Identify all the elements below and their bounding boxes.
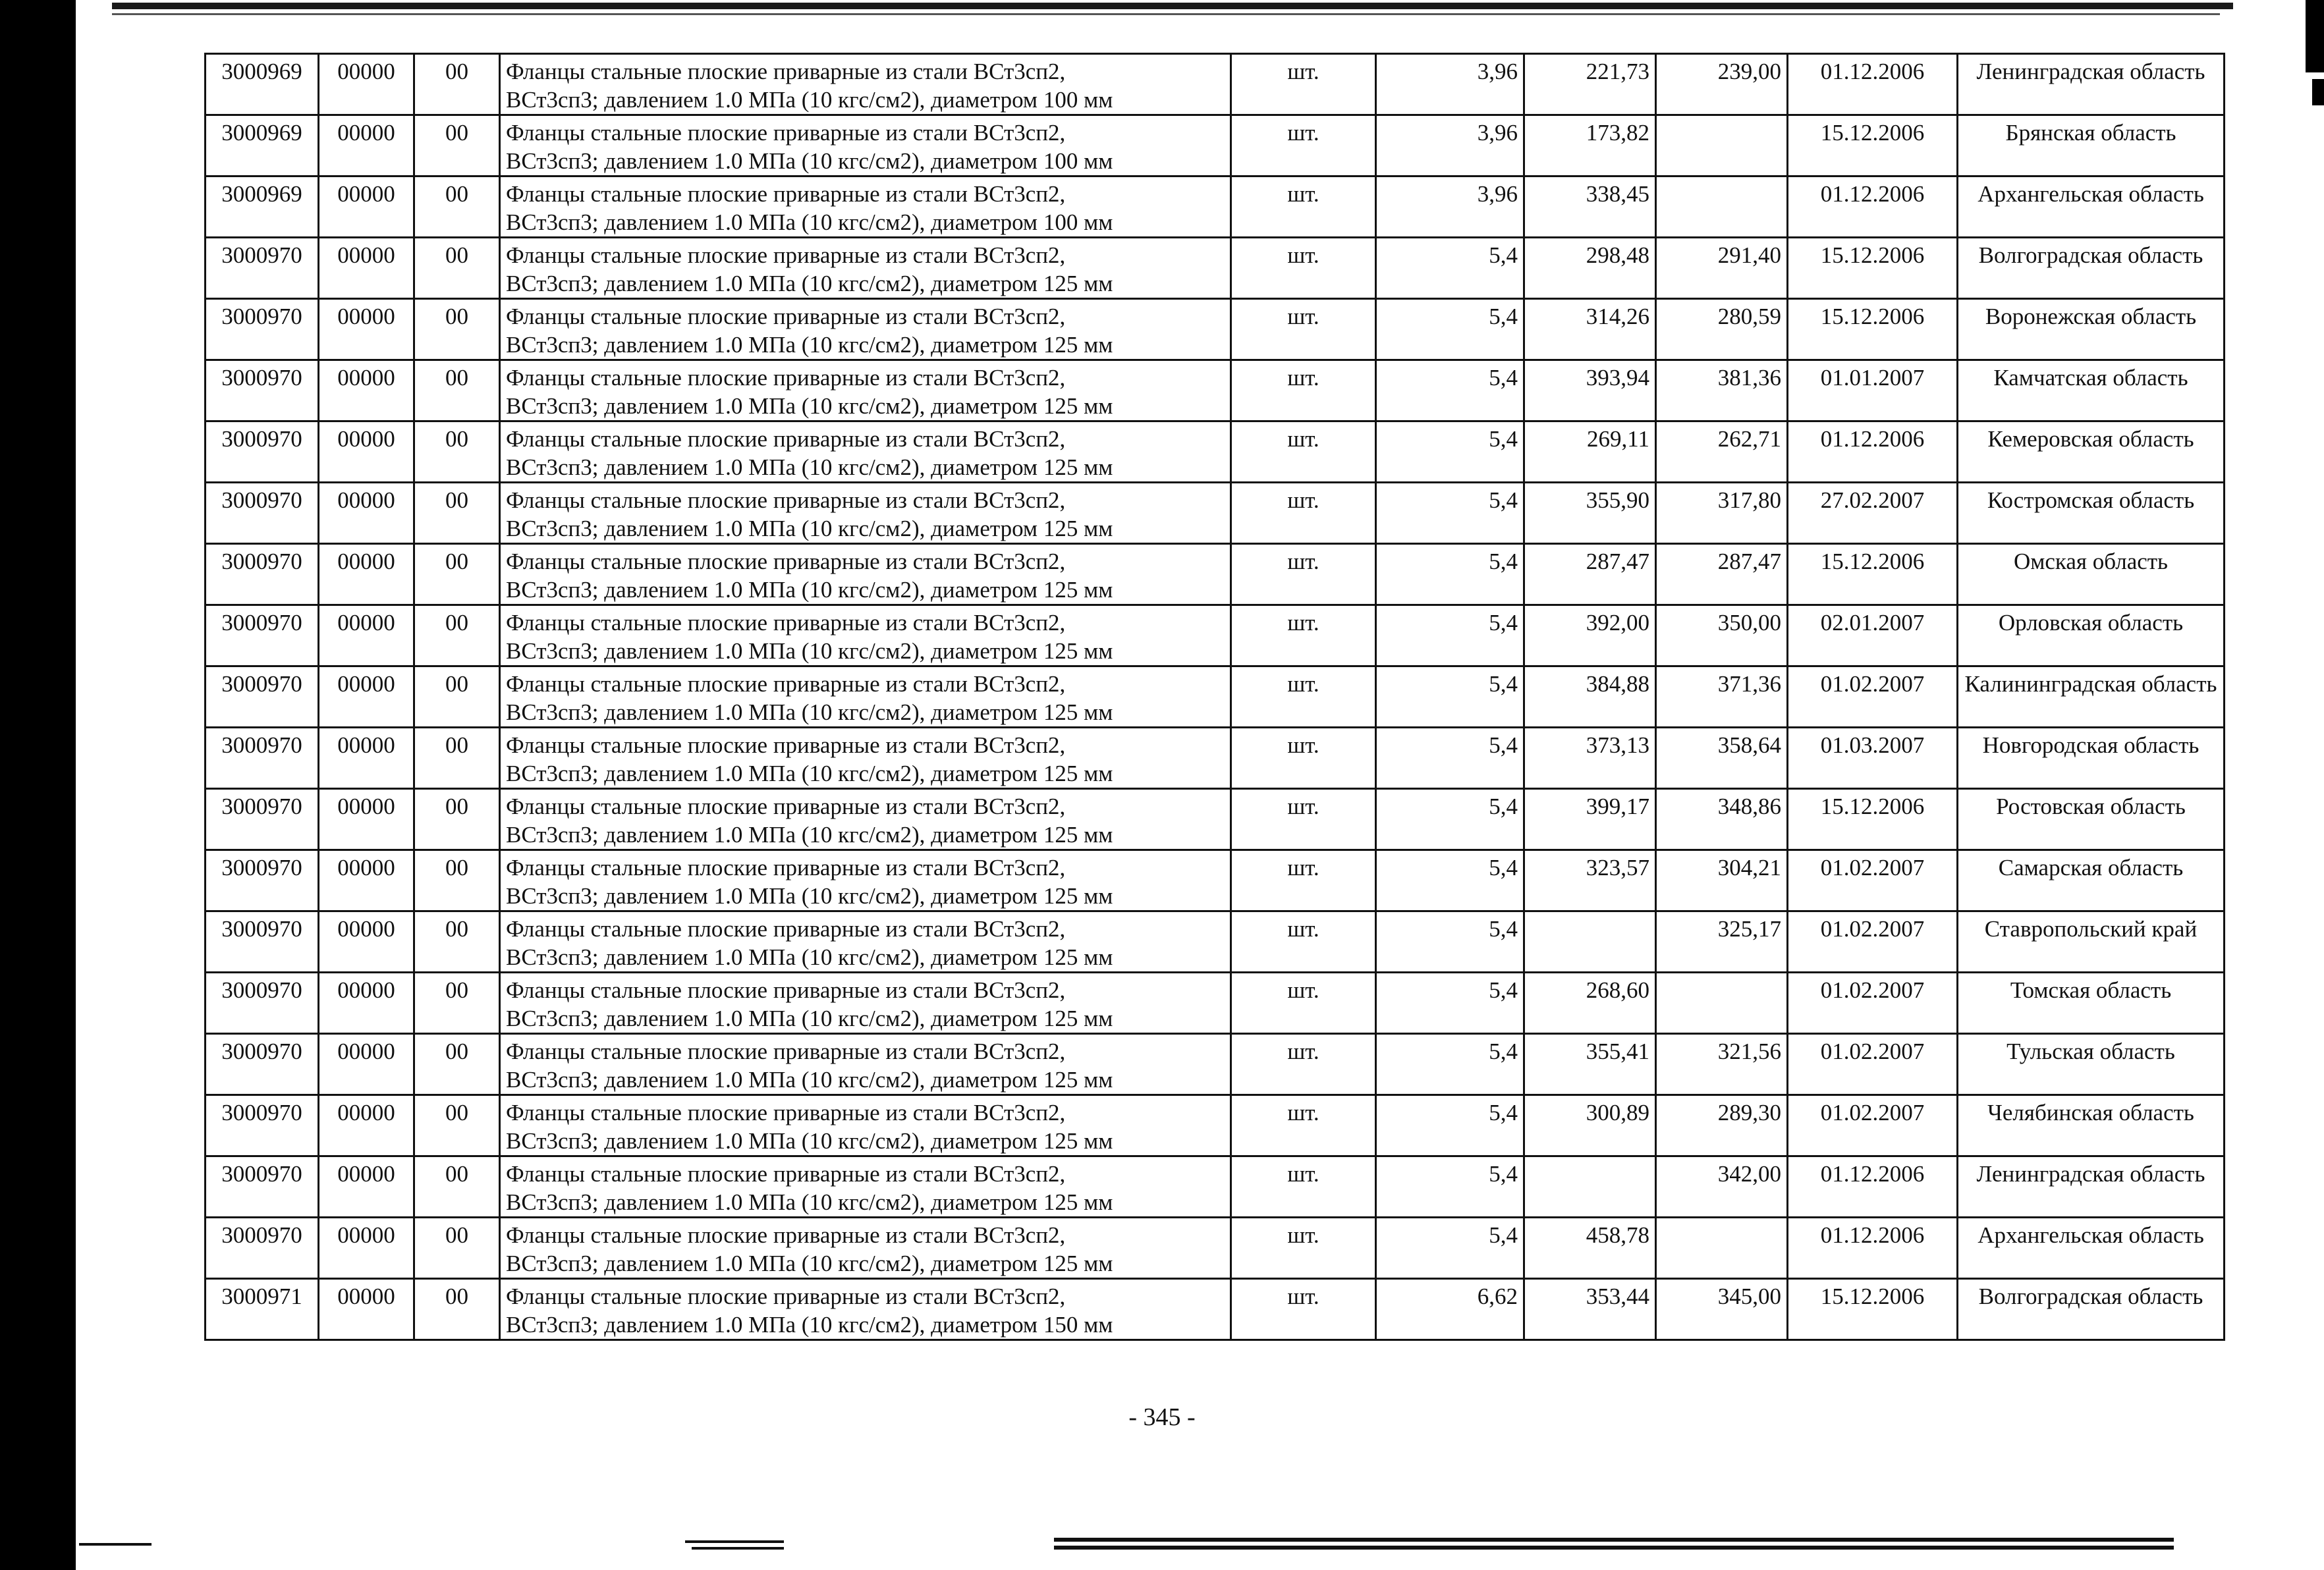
- name-line-2: ВСт3сп3; давлением 1.0 МПа (10 кгс/см2), диаметром 125 мм: [506, 1067, 1113, 1093]
- table-row: [206, 299, 2225, 360]
- name-line-1: Фланцы стальные плоские приварные из стали ВСт3сп2,: [506, 1100, 1066, 1125]
- cell-date: 01.02.2007: [1788, 911, 1958, 973]
- cell-unit: шт.: [1231, 54, 1376, 115]
- price-table: [204, 53, 2225, 1341]
- cell-date: 01.02.2007: [1788, 1095, 1958, 1156]
- name-line-1: Фланцы стальные плоские приварные из стали ВСт3сп2,: [506, 977, 1066, 1003]
- table-row: [206, 605, 2225, 666]
- cell-weight: 5,4: [1376, 1034, 1524, 1095]
- table-row: [206, 1095, 2225, 1156]
- cell-unit: шт.: [1231, 728, 1376, 789]
- cell-price-2: 287,47: [1656, 544, 1788, 605]
- cell-weight: 5,4: [1376, 483, 1524, 544]
- name-line-1: Фланцы стальные плоские приварные из стали ВСт3сп2,: [506, 242, 1066, 268]
- cell-name: [500, 360, 1231, 421]
- cell-region: Волгоградская область: [1958, 238, 2225, 299]
- cell-subcode: 00000: [319, 1156, 414, 1218]
- table-row: [206, 238, 2225, 299]
- name-line-2: ВСт3сп3; давлением 1.0 МПа (10 кгс/см2), диаметром 125 мм: [506, 822, 1113, 848]
- cell-weight: 5,4: [1376, 911, 1524, 973]
- cell-suffix: 00: [414, 360, 500, 421]
- cell-name: [500, 1279, 1231, 1340]
- cell-weight: 5,4: [1376, 421, 1524, 483]
- cell-date: 15.12.2006: [1788, 299, 1958, 360]
- cell-code: 3000970: [206, 544, 319, 605]
- cell-price-2: 304,21: [1656, 850, 1788, 911]
- cell-weight: 3,96: [1376, 176, 1524, 238]
- cell-price-1: 353,44: [1524, 1279, 1656, 1340]
- name-line-1: Фланцы стальные плоские приварные из стали ВСт3сп2,: [506, 1284, 1066, 1309]
- table-body: [206, 54, 2225, 1340]
- scan-border-bottom: [0, 1531, 2324, 1570]
- cell-price-1: [1524, 911, 1656, 973]
- cell-subcode: 00000: [319, 176, 414, 238]
- cell-name: [500, 1218, 1231, 1279]
- cell-date: 01.12.2006: [1788, 54, 1958, 115]
- cell-region: Омская область: [1958, 544, 2225, 605]
- cell-subcode: 00000: [319, 544, 414, 605]
- cell-code: 3000969: [206, 115, 319, 176]
- cell-weight: 5,4: [1376, 666, 1524, 728]
- cell-date: 01.03.2007: [1788, 728, 1958, 789]
- name-line-2: ВСт3сп3; давлением 1.0 МПа (10 кгс/см2), диаметром 100 мм: [506, 148, 1113, 174]
- cell-subcode: 00000: [319, 421, 414, 483]
- cell-subcode: 00000: [319, 1095, 414, 1156]
- cell-unit: шт.: [1231, 973, 1376, 1034]
- cell-subcode: 00000: [319, 1279, 414, 1340]
- cell-price-2: 239,00: [1656, 54, 1788, 115]
- cell-suffix: 00: [414, 115, 500, 176]
- cell-date: 02.01.2007: [1788, 605, 1958, 666]
- cell-name: [500, 54, 1231, 115]
- cell-price-2: 321,56: [1656, 1034, 1788, 1095]
- cell-name: [500, 544, 1231, 605]
- cell-price-2: 317,80: [1656, 483, 1788, 544]
- cell-price-2: [1656, 973, 1788, 1034]
- name-line-1: Фланцы стальные плоские приварные из стали ВСт3сп2,: [506, 794, 1066, 819]
- cell-suffix: 00: [414, 176, 500, 238]
- name-line-1: Фланцы стальные плоские приварные из стали ВСт3сп2,: [506, 120, 1066, 146]
- cell-date: 01.12.2006: [1788, 421, 1958, 483]
- cell-price-1: 298,48: [1524, 238, 1656, 299]
- cell-name: [500, 850, 1231, 911]
- cell-price-1: 323,57: [1524, 850, 1656, 911]
- name-line-2: ВСт3сп3; давлением 1.0 МПа (10 кгс/см2), диаметром 125 мм: [506, 761, 1113, 786]
- cell-unit: шт.: [1231, 1034, 1376, 1095]
- cell-region: Архангельская область: [1958, 1218, 2225, 1279]
- cell-weight: 3,96: [1376, 54, 1524, 115]
- cell-unit: шт.: [1231, 176, 1376, 238]
- cell-suffix: 00: [414, 850, 500, 911]
- table-row: [206, 728, 2225, 789]
- name-line-1: Фланцы стальные плоские приварные из стали ВСт3сп2,: [506, 304, 1066, 329]
- cell-price-2: 291,40: [1656, 238, 1788, 299]
- name-line-2: ВСт3сп3; давлением 1.0 МПа (10 кгс/см2), диаметром 100 мм: [506, 209, 1113, 235]
- name-line-1: Фланцы стальные плоские приварные из стали ВСт3сп2,: [506, 1161, 1066, 1187]
- cell-price-2: 289,30: [1656, 1095, 1788, 1156]
- cell-weight: 5,4: [1376, 360, 1524, 421]
- cell-weight: 5,4: [1376, 605, 1524, 666]
- name-line-2: ВСт3сп3; давлением 1.0 МПа (10 кгс/см2), диаметром 125 мм: [506, 944, 1113, 970]
- cell-code: 3000969: [206, 54, 319, 115]
- cell-suffix: 00: [414, 1279, 500, 1340]
- cell-unit: шт.: [1231, 299, 1376, 360]
- cell-date: 01.12.2006: [1788, 1218, 1958, 1279]
- cell-region: Ростовская область: [1958, 789, 2225, 850]
- cell-subcode: 00000: [319, 115, 414, 176]
- name-line-2: ВСт3сп3; давлением 1.0 МПа (10 кгс/см2), диаметром 125 мм: [506, 1006, 1113, 1031]
- cell-subcode: 00000: [319, 360, 414, 421]
- cell-unit: шт.: [1231, 789, 1376, 850]
- cell-suffix: 00: [414, 421, 500, 483]
- table-row: [206, 789, 2225, 850]
- name-line-2: ВСт3сп3; давлением 1.0 МПа (10 кгс/см2), диаметром 125 мм: [506, 516, 1113, 541]
- table-row: [206, 1279, 2225, 1340]
- cell-price-1: 221,73: [1524, 54, 1656, 115]
- cell-weight: 5,4: [1376, 238, 1524, 299]
- name-line-2: ВСт3сп3; давлением 1.0 МПа (10 кгс/см2), диаметром 150 мм: [506, 1312, 1113, 1338]
- cell-subcode: 00000: [319, 54, 414, 115]
- cell-price-1: 393,94: [1524, 360, 1656, 421]
- cell-region: Камчатская область: [1958, 360, 2225, 421]
- cell-weight: 3,96: [1376, 115, 1524, 176]
- name-line-2: ВСт3сп3; давлением 1.0 МПа (10 кгс/см2), диаметром 125 мм: [506, 1251, 1113, 1276]
- name-line-1: Фланцы стальные плоские приварные из стали ВСт3сп2,: [506, 426, 1066, 452]
- cell-price-2: 350,00: [1656, 605, 1788, 666]
- cell-date: 15.12.2006: [1788, 115, 1958, 176]
- cell-suffix: 00: [414, 54, 500, 115]
- scan-mark-right-small: [2312, 79, 2324, 105]
- cell-code: 3000970: [206, 728, 319, 789]
- name-line-2: ВСт3сп3; давлением 1.0 МПа (10 кгс/см2), диаметром 125 мм: [506, 1189, 1113, 1215]
- name-line-1: Фланцы стальные плоские приварные из стали ВСт3сп2,: [506, 671, 1066, 697]
- cell-price-1: [1524, 1156, 1656, 1218]
- cell-unit: шт.: [1231, 1279, 1376, 1340]
- cell-name: [500, 299, 1231, 360]
- name-line-1: Фланцы стальные плоские приварные из стали ВСт3сп2,: [506, 610, 1066, 636]
- cell-code: 3000970: [206, 973, 319, 1034]
- cell-suffix: 00: [414, 1034, 500, 1095]
- cell-unit: шт.: [1231, 1095, 1376, 1156]
- cell-date: 27.02.2007: [1788, 483, 1958, 544]
- name-line-1: Фланцы стальные плоские приварные из стали ВСт3сп2,: [506, 365, 1066, 391]
- cell-weight: 5,4: [1376, 789, 1524, 850]
- table-row: [206, 911, 2225, 973]
- cell-subcode: 00000: [319, 299, 414, 360]
- cell-weight: 5,4: [1376, 1218, 1524, 1279]
- cell-code: 3000970: [206, 238, 319, 299]
- cell-subcode: 00000: [319, 789, 414, 850]
- cell-name: [500, 483, 1231, 544]
- name-line-1: Фланцы стальные плоские приварные из стали ВСт3сп2,: [506, 59, 1066, 84]
- table-row: [206, 973, 2225, 1034]
- cell-code: 3000971: [206, 1279, 319, 1340]
- cell-code: 3000970: [206, 1156, 319, 1218]
- cell-price-2: 348,86: [1656, 789, 1788, 850]
- cell-price-2: 342,00: [1656, 1156, 1788, 1218]
- cell-name: [500, 176, 1231, 238]
- table-row: [206, 1156, 2225, 1218]
- cell-region: Архангельская область: [1958, 176, 2225, 238]
- cell-price-2: 371,36: [1656, 666, 1788, 728]
- cell-suffix: 00: [414, 605, 500, 666]
- cell-price-1: 173,82: [1524, 115, 1656, 176]
- cell-suffix: 00: [414, 1095, 500, 1156]
- cell-price-1: 338,45: [1524, 176, 1656, 238]
- cell-subcode: 00000: [319, 850, 414, 911]
- name-line-2: ВСт3сп3; давлением 1.0 МПа (10 кгс/см2), диаметром 100 мм: [506, 87, 1113, 113]
- cell-date: 01.02.2007: [1788, 850, 1958, 911]
- cell-suffix: 00: [414, 728, 500, 789]
- cell-region: Брянская область: [1958, 115, 2225, 176]
- table-row: [206, 421, 2225, 483]
- scan-border-left: [0, 0, 92, 1570]
- cell-weight: 5,4: [1376, 1156, 1524, 1218]
- table-row: [206, 54, 2225, 115]
- cell-price-1: 458,78: [1524, 1218, 1656, 1279]
- cell-price-1: 300,89: [1524, 1095, 1656, 1156]
- table-row: [206, 483, 2225, 544]
- cell-code: 3000970: [206, 666, 319, 728]
- cell-suffix: 00: [414, 544, 500, 605]
- cell-region: Ставропольский край: [1958, 911, 2225, 973]
- cell-unit: шт.: [1231, 360, 1376, 421]
- cell-unit: шт.: [1231, 115, 1376, 176]
- cell-weight: 6,62: [1376, 1279, 1524, 1340]
- cell-subcode: 00000: [319, 1218, 414, 1279]
- name-line-1: Фланцы стальные плоские приварные из стали ВСт3сп2,: [506, 732, 1066, 758]
- cell-unit: шт.: [1231, 850, 1376, 911]
- cell-code: 3000970: [206, 911, 319, 973]
- name-line-2: ВСт3сп3; давлением 1.0 МПа (10 кгс/см2), диаметром 125 мм: [506, 454, 1113, 480]
- cell-suffix: 00: [414, 1156, 500, 1218]
- cell-subcode: 00000: [319, 911, 414, 973]
- cell-price-1: 355,41: [1524, 1034, 1656, 1095]
- cell-code: 3000970: [206, 1095, 319, 1156]
- name-line-1: Фланцы стальные плоские приварные из стали ВСт3сп2,: [506, 487, 1066, 513]
- cell-name: [500, 1095, 1231, 1156]
- name-line-2: ВСт3сп3; давлением 1.0 МПа (10 кгс/см2), диаметром 125 мм: [506, 271, 1113, 296]
- cell-suffix: 00: [414, 973, 500, 1034]
- cell-name: [500, 1034, 1231, 1095]
- cell-unit: шт.: [1231, 911, 1376, 973]
- cell-price-2: 358,64: [1656, 728, 1788, 789]
- table-row: [206, 360, 2225, 421]
- cell-price-2: 262,71: [1656, 421, 1788, 483]
- table-row: [206, 115, 2225, 176]
- table-row: [206, 850, 2225, 911]
- table-row: [206, 1218, 2225, 1279]
- scan-border-top: [112, 3, 2233, 9]
- cell-name: [500, 973, 1231, 1034]
- cell-price-1: 269,11: [1524, 421, 1656, 483]
- cell-name: [500, 728, 1231, 789]
- cell-subcode: 00000: [319, 728, 414, 789]
- cell-date: 15.12.2006: [1788, 789, 1958, 850]
- name-line-2: ВСт3сп3; давлением 1.0 МПа (10 кгс/см2), диаметром 125 мм: [506, 883, 1113, 909]
- name-line-1: Фланцы стальные плоские приварные из стали ВСт3сп2,: [506, 916, 1066, 942]
- cell-region: Волгоградская область: [1958, 1279, 2225, 1340]
- cell-region: Самарская область: [1958, 850, 2225, 911]
- cell-subcode: 00000: [319, 666, 414, 728]
- cell-weight: 5,4: [1376, 850, 1524, 911]
- cell-suffix: 00: [414, 1218, 500, 1279]
- cell-date: 01.12.2006: [1788, 1156, 1958, 1218]
- cell-subcode: 00000: [319, 973, 414, 1034]
- name-line-1: Фланцы стальные плоские приварные из стали ВСт3сп2,: [506, 855, 1066, 880]
- cell-name: [500, 666, 1231, 728]
- cell-weight: 5,4: [1376, 728, 1524, 789]
- cell-region: Тульская область: [1958, 1034, 2225, 1095]
- cell-code: 3000970: [206, 360, 319, 421]
- name-line-1: Фланцы стальные плоские приварные из стали ВСт3сп2,: [506, 1222, 1066, 1248]
- cell-unit: шт.: [1231, 544, 1376, 605]
- table-row: [206, 1034, 2225, 1095]
- cell-code: 3000970: [206, 605, 319, 666]
- cell-price-2: [1656, 1218, 1788, 1279]
- cell-unit: шт.: [1231, 483, 1376, 544]
- name-line-1: Фланцы стальные плоские приварные из стали ВСт3сп2,: [506, 1039, 1066, 1064]
- scan-border-top-thin: [112, 13, 2220, 15]
- cell-code: 3000970: [206, 1034, 319, 1095]
- cell-region: Калининградская область: [1958, 666, 2225, 728]
- name-line-1: Фланцы стальные плоские приварные из стали ВСт3сп2,: [506, 549, 1066, 574]
- name-line-1: Фланцы стальные плоские приварные из стали ВСт3сп2,: [506, 181, 1066, 207]
- scan-mark-right: [2306, 0, 2324, 72]
- cell-name: [500, 421, 1231, 483]
- cell-suffix: 00: [414, 911, 500, 973]
- cell-code: 3000970: [206, 1218, 319, 1279]
- cell-price-2: [1656, 176, 1788, 238]
- cell-date: 15.12.2006: [1788, 1279, 1958, 1340]
- cell-price-1: 392,00: [1524, 605, 1656, 666]
- cell-weight: 5,4: [1376, 299, 1524, 360]
- cell-region: Орловская область: [1958, 605, 2225, 666]
- cell-region: Ленинградская область: [1958, 54, 2225, 115]
- table-row: [206, 176, 2225, 238]
- cell-region: Ленинградская область: [1958, 1156, 2225, 1218]
- cell-price-2: 345,00: [1656, 1279, 1788, 1340]
- cell-subcode: 00000: [319, 483, 414, 544]
- cell-unit: шт.: [1231, 1156, 1376, 1218]
- cell-price-2: 381,36: [1656, 360, 1788, 421]
- cell-subcode: 00000: [319, 238, 414, 299]
- cell-name: [500, 238, 1231, 299]
- cell-unit: шт.: [1231, 666, 1376, 728]
- cell-suffix: 00: [414, 238, 500, 299]
- cell-suffix: 00: [414, 299, 500, 360]
- cell-name: [500, 911, 1231, 973]
- cell-weight: 5,4: [1376, 544, 1524, 605]
- cell-weight: 5,4: [1376, 1095, 1524, 1156]
- cell-suffix: 00: [414, 483, 500, 544]
- cell-region: Кемеровская область: [1958, 421, 2225, 483]
- cell-code: 3000970: [206, 483, 319, 544]
- table-row: [206, 666, 2225, 728]
- cell-region: Томская область: [1958, 973, 2225, 1034]
- cell-price-1: 373,13: [1524, 728, 1656, 789]
- cell-price-1: 314,26: [1524, 299, 1656, 360]
- cell-price-1: 384,88: [1524, 666, 1656, 728]
- name-line-2: ВСт3сп3; давлением 1.0 МПа (10 кгс/см2), диаметром 125 мм: [506, 1128, 1113, 1154]
- cell-suffix: 00: [414, 789, 500, 850]
- cell-unit: шт.: [1231, 1218, 1376, 1279]
- cell-subcode: 00000: [319, 1034, 414, 1095]
- cell-date: 01.02.2007: [1788, 666, 1958, 728]
- cell-date: 01.02.2007: [1788, 973, 1958, 1034]
- cell-price-1: 287,47: [1524, 544, 1656, 605]
- cell-date: 15.12.2006: [1788, 544, 1958, 605]
- cell-price-1: 399,17: [1524, 789, 1656, 850]
- cell-price-2: 325,17: [1656, 911, 1788, 973]
- cell-suffix: 00: [414, 666, 500, 728]
- cell-price-2: [1656, 115, 1788, 176]
- cell-name: [500, 1156, 1231, 1218]
- cell-code: 3000970: [206, 421, 319, 483]
- table-row: [206, 544, 2225, 605]
- cell-subcode: 00000: [319, 605, 414, 666]
- cell-code: 3000970: [206, 789, 319, 850]
- cell-code: 3000970: [206, 850, 319, 911]
- cell-region: Воронежская область: [1958, 299, 2225, 360]
- cell-code: 3000969: [206, 176, 319, 238]
- name-line-2: ВСт3сп3; давлением 1.0 МПа (10 кгс/см2), диаметром 125 мм: [506, 577, 1113, 603]
- cell-price-1: 355,90: [1524, 483, 1656, 544]
- name-line-2: ВСт3сп3; давлением 1.0 МПа (10 кгс/см2), диаметром 125 мм: [506, 699, 1113, 725]
- cell-unit: шт.: [1231, 421, 1376, 483]
- cell-date: 01.01.2007: [1788, 360, 1958, 421]
- page-number: - 345 -: [1128, 1403, 1196, 1431]
- cell-name: [500, 605, 1231, 666]
- cell-name: [500, 115, 1231, 176]
- cell-region: Челябинская область: [1958, 1095, 2225, 1156]
- cell-date: 01.12.2006: [1788, 176, 1958, 238]
- cell-date: 15.12.2006: [1788, 238, 1958, 299]
- cell-date: 01.02.2007: [1788, 1034, 1958, 1095]
- cell-weight: 5,4: [1376, 973, 1524, 1034]
- cell-unit: шт.: [1231, 605, 1376, 666]
- name-line-2: ВСт3сп3; давлением 1.0 МПа (10 кгс/см2), диаметром 125 мм: [506, 638, 1113, 664]
- cell-name: [500, 789, 1231, 850]
- cell-price-2: 280,59: [1656, 299, 1788, 360]
- cell-region: Новгородская область: [1958, 728, 2225, 789]
- cell-unit: шт.: [1231, 238, 1376, 299]
- cell-price-1: 268,60: [1524, 973, 1656, 1034]
- name-line-2: ВСт3сп3; давлением 1.0 МПа (10 кгс/см2), диаметром 125 мм: [506, 393, 1113, 419]
- cell-code: 3000970: [206, 299, 319, 360]
- name-line-2: ВСт3сп3; давлением 1.0 МПа (10 кгс/см2), диаметром 125 мм: [506, 332, 1113, 358]
- cell-region: Костромская область: [1958, 483, 2225, 544]
